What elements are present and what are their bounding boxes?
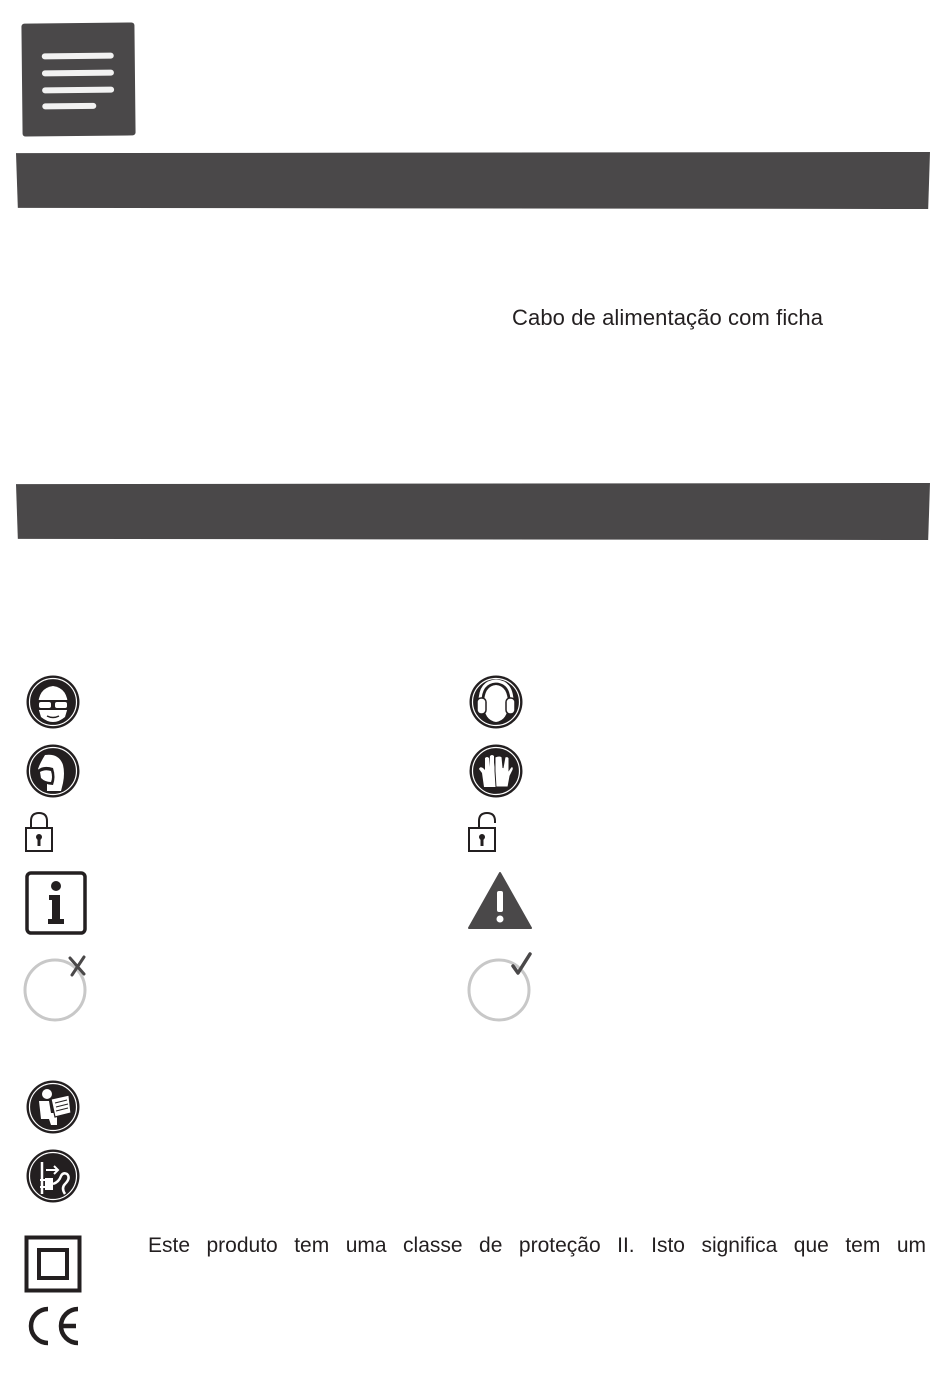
warning-icon [467,871,533,931]
circle-correct-icon [466,952,536,1024]
padlock-locked-icon [24,810,54,854]
menu-lines-icon [21,22,135,136]
unplug-icon [25,1148,81,1204]
circle-wrong-icon [22,952,92,1024]
safety-goggles-icon [25,674,81,730]
protective-gloves-icon [468,743,524,799]
information-icon [25,871,87,935]
section-header-band [16,483,930,540]
ce-mark-icon [24,1305,82,1347]
padlock-unlocked-icon [467,810,499,854]
read-manual-icon [25,1079,81,1135]
dust-mask-icon [25,743,81,799]
section-header-band [16,152,930,209]
power-cable-caption: Cabo de alimentação com ficha [512,305,824,330]
protection-class-text: Este produto tem uma classe de proteção II. Isto significa que tem um [148,1234,926,1257]
ear-protection-icon [468,674,524,730]
protection-class-ii-icon [24,1235,82,1293]
